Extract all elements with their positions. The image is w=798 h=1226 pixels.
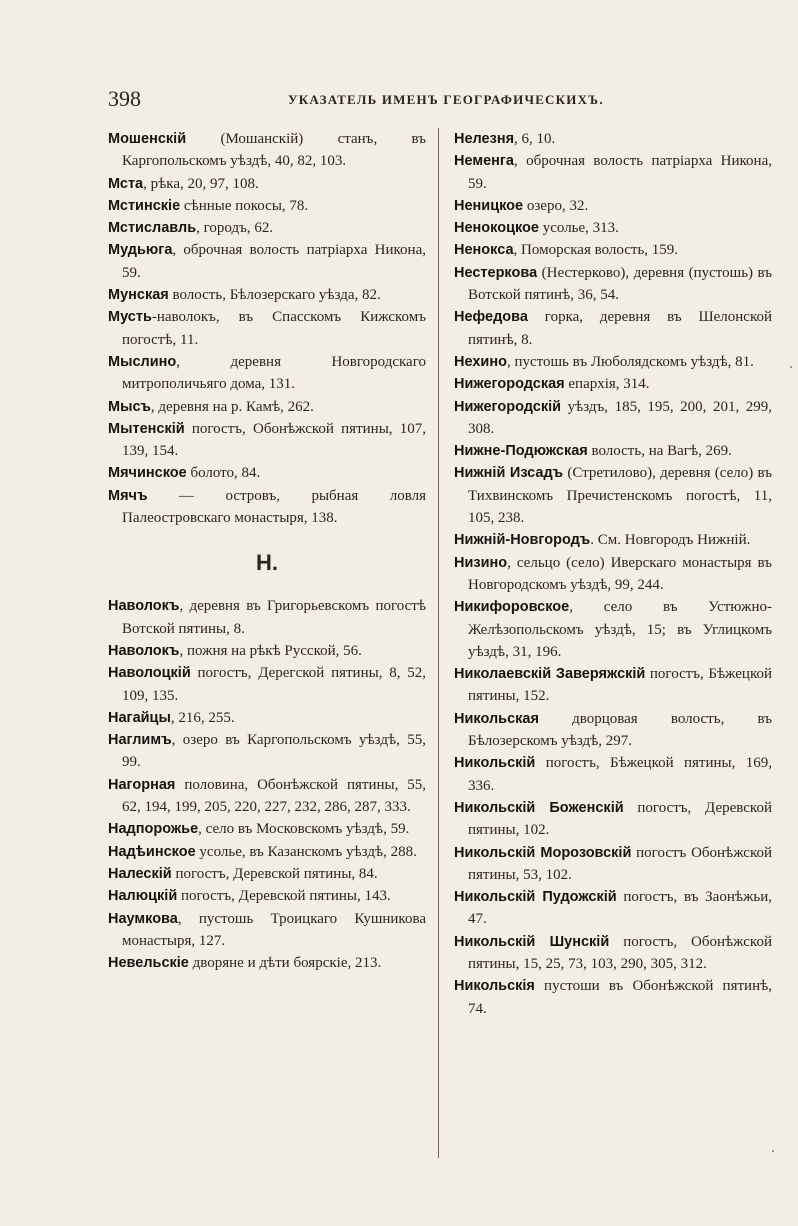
index-entry bbox=[108, 128, 426, 173]
entry-text: , деревня на р. Камѣ, 262. bbox=[150, 398, 314, 415]
entry-headword: Нижній Изсадъ bbox=[454, 465, 564, 482]
entry-headword: Невельскіе bbox=[108, 955, 189, 972]
index-entry bbox=[108, 841, 426, 863]
entry-headword: Нестеркова bbox=[454, 264, 538, 281]
index-entry bbox=[108, 885, 426, 907]
entry-headword: Наглимъ bbox=[108, 732, 172, 749]
entry-text: погостъ, Обонѣжской пятины, 107, 139, 154. bbox=[122, 420, 426, 460]
index-entry bbox=[454, 351, 772, 373]
index-group-m bbox=[108, 128, 426, 529]
entry-text: погостъ, Деревской пятины, 143. bbox=[177, 888, 391, 905]
entry-text: дворцовая волость, въ Бѣлозерскомъ уѣздѣ, 297. bbox=[468, 710, 772, 750]
entry-headword: Мста bbox=[108, 175, 144, 192]
entry-headword: Ненокоцкое bbox=[454, 220, 539, 237]
index-entry bbox=[108, 485, 426, 530]
index-entry bbox=[108, 908, 426, 953]
entry-text: волость, на Вагѣ, 269. bbox=[587, 443, 732, 460]
entry-text: горка, деревня въ Шелонской пятинѣ, 8. bbox=[468, 309, 772, 348]
index-entry bbox=[108, 863, 426, 885]
entry-headword: Никольскій Шунскій bbox=[454, 933, 610, 950]
entry-headword: Нагайцы bbox=[108, 709, 171, 726]
entry-text: половина, Обонѣжской пятины, 55, 62, 194, 199, 205, 220, 227, 232, 286, 287, 333. bbox=[122, 776, 426, 816]
entry-text: (Мошанскій) станъ, въ Каргопольскомъ уѣздѣ, 40, 82, 103. bbox=[122, 131, 426, 170]
entry-text: сѣнные покосы, 78. bbox=[180, 197, 309, 214]
index-entry bbox=[454, 195, 772, 217]
entry-headword: Мыслино bbox=[108, 353, 177, 370]
entry-headword: Мошенскій bbox=[108, 131, 187, 147]
index-entry bbox=[454, 931, 772, 976]
entry-text: , пустошь Троицкаго Кушникова монастыря, 127. bbox=[122, 910, 426, 949]
index-entry bbox=[454, 440, 772, 462]
index-entry bbox=[108, 595, 426, 640]
left-column bbox=[108, 128, 426, 974]
entry-text: уѣздъ, 185, 195, 200, 201, 299, 308. bbox=[468, 398, 772, 437]
entry-headword: Надѣинское bbox=[108, 843, 196, 860]
entry-text: , деревня въ Григорьевскомъ погостѣ Вотской пятины, 8. bbox=[122, 598, 426, 637]
index-entry bbox=[108, 284, 426, 306]
index-entry bbox=[454, 373, 772, 395]
entry-headword: Наволокъ bbox=[108, 642, 180, 659]
index-entry bbox=[454, 239, 772, 261]
entry-text: . См. Новгородъ Нижній. bbox=[590, 532, 751, 549]
entry-text: , оброчная волость патріарха Никона, 59. bbox=[468, 153, 772, 192]
entry-headword: Нижній-Новгородъ bbox=[454, 532, 591, 549]
entry-text: озеро, 32. bbox=[523, 197, 589, 214]
entry-headword: Мстинскіе bbox=[108, 197, 181, 214]
index-entry bbox=[454, 529, 772, 551]
entry-headword: Мстиславль bbox=[108, 220, 197, 237]
index-entry bbox=[108, 351, 426, 396]
index-group-n-continued bbox=[454, 128, 772, 1020]
entry-headword: Мячинское bbox=[108, 465, 187, 482]
entry-text: , городъ, 62. bbox=[196, 220, 274, 237]
entry-headword: Нагорная bbox=[108, 776, 176, 793]
entry-headword: Нижегородскій bbox=[454, 398, 562, 415]
entry-headword: Никольскій Морозовскій bbox=[454, 844, 632, 861]
entry-headword: Ненокса bbox=[454, 242, 514, 259]
index-entry bbox=[454, 552, 772, 597]
entry-text: , 216, 255. bbox=[170, 709, 235, 726]
index-entry bbox=[454, 128, 772, 150]
entry-text: (Стретилово), деревня (село) въ Тихвинскомъ Пречистенскомъ погостѣ, 11, 105, 238. bbox=[468, 465, 772, 527]
index-entry bbox=[454, 262, 772, 307]
entry-headword: Никольскій Боженскій bbox=[454, 799, 624, 816]
entry-headword: Налюцкій bbox=[108, 888, 178, 905]
entry-text: погостъ, Дерегской пятины, 8, 52, 109, 135. bbox=[122, 665, 426, 704]
entry-headword: Наволокъ bbox=[108, 598, 180, 615]
entry-text: волость, Бѣлозерскаго уѣзда, 82. bbox=[168, 287, 381, 304]
entry-text: усолье, 313. bbox=[538, 220, 619, 237]
entry-headword: Мысъ bbox=[108, 398, 151, 415]
entry-headword: Никольскій bbox=[454, 755, 536, 772]
page-number: 398 bbox=[108, 86, 141, 111]
index-entry bbox=[108, 418, 426, 463]
index-entry bbox=[454, 797, 772, 842]
entry-headword: Низино bbox=[454, 554, 508, 571]
entry-text: погостъ, Бѣжецкой пятины, 152. bbox=[468, 666, 772, 705]
column-divider bbox=[438, 128, 439, 1158]
entry-text: , пустошь въ Люболядскомъ уѣздѣ, 81. bbox=[506, 353, 754, 370]
entry-text: , озеро въ Каргопольскомъ уѣздѣ, 55, 99. bbox=[122, 732, 426, 771]
entry-text: -наволокъ, въ Спасскомъ Кижскомъ погостѣ, 11. bbox=[122, 309, 426, 348]
index-entry bbox=[454, 752, 772, 797]
right-column bbox=[454, 128, 772, 1020]
index-entry bbox=[454, 708, 772, 753]
entry-headword: Николаевскій Заверяжскій bbox=[454, 666, 646, 683]
entry-headword: Нелезня bbox=[454, 131, 515, 147]
entry-headword: Нефедова bbox=[454, 309, 528, 326]
paper-speck bbox=[772, 1150, 774, 1152]
entry-headword: Нехино bbox=[454, 353, 507, 370]
index-entry bbox=[108, 306, 426, 351]
entry-text: пустоши въ Обонѣжской пятинѣ, 74. bbox=[468, 978, 772, 1017]
entry-headword: Мусть bbox=[108, 309, 152, 326]
index-entry bbox=[454, 663, 772, 708]
index-entry bbox=[108, 173, 426, 195]
entry-headword: Неницкое bbox=[454, 197, 524, 214]
index-entry bbox=[454, 596, 772, 663]
index-entry bbox=[108, 462, 426, 484]
entry-text: , пожня на рѣкѣ Русской, 56. bbox=[179, 642, 362, 659]
entry-headword: Наумкова bbox=[108, 910, 178, 927]
index-entry bbox=[454, 975, 772, 1020]
entry-text: , 6, 10. bbox=[514, 131, 556, 147]
entry-headword: Мудьюга bbox=[108, 242, 173, 259]
index-entry bbox=[108, 396, 426, 418]
index-entry bbox=[454, 217, 772, 239]
entry-headword: Неменга bbox=[454, 153, 514, 170]
section-letter: Н. bbox=[256, 550, 278, 576]
entry-text: погостъ, Бѣжецкой пятины, 169, 336. bbox=[468, 755, 772, 794]
entry-text: , оброчная волость патріарха Никона, 59. bbox=[122, 242, 426, 281]
entry-headword: Никольскій Пудожскій bbox=[454, 889, 617, 906]
entry-text: усолье, въ Казанскомъ уѣздѣ, 288. bbox=[195, 843, 417, 860]
entry-text: болото, 84. bbox=[186, 465, 261, 482]
entry-text: , село въ Московскомъ уѣздѣ, 59. bbox=[198, 821, 410, 838]
index-entry bbox=[454, 462, 772, 529]
index-entry bbox=[108, 707, 426, 729]
entry-text: , деревня Новгородскаго митрополичьяго дома, 131. bbox=[122, 353, 426, 393]
index-entry bbox=[108, 818, 426, 840]
entry-headword: Никольскія bbox=[454, 978, 535, 995]
entry-text: , сельцо (село) Иверскаго монастыря въ Новгородскомъ уѣздѣ, 99, 244. bbox=[468, 554, 772, 593]
index-group-n bbox=[108, 595, 426, 974]
entry-headword: Нижегородская bbox=[454, 376, 565, 393]
entry-text: погостъ, Деревской пятины, 102. bbox=[468, 799, 772, 839]
entry-text: , рѣка, 20, 97, 108. bbox=[143, 175, 259, 192]
index-entry bbox=[108, 729, 426, 774]
entry-text: погостъ Обонѣжской пятины, 53, 102. bbox=[468, 844, 773, 883]
entry-headword: Нижне-Подюжская bbox=[454, 443, 588, 460]
entry-text: (Нестерково), деревня (пустошь) въ Вотской пятинѣ, 36, 54. bbox=[468, 264, 772, 304]
index-entry bbox=[454, 396, 772, 441]
entry-headword: Никольская bbox=[454, 710, 539, 727]
index-entry bbox=[108, 952, 426, 974]
entry-headword: Мячъ bbox=[108, 487, 148, 504]
entry-text: погостъ, Обонѣжской пятины, 15, 25, 73, 103, 290, 305, 312. bbox=[468, 933, 772, 972]
entry-headword: Наволоцкій bbox=[108, 665, 191, 682]
entry-text: , Поморская волость, 159. bbox=[513, 242, 679, 259]
index-entry bbox=[108, 217, 426, 239]
index-entry bbox=[108, 662, 426, 707]
page-header bbox=[108, 86, 773, 110]
entry-headword: Мытенскій bbox=[108, 420, 185, 437]
index-entry bbox=[108, 239, 426, 284]
index-entry bbox=[108, 774, 426, 819]
index-entry bbox=[454, 886, 772, 931]
running-title: УКАЗАТЕЛЬ ИМЕНЪ ГЕОГРАФИЧЕСКИХЪ. bbox=[288, 92, 604, 107]
entry-headword: Надпорожье bbox=[108, 821, 199, 838]
entry-headword: Налескій bbox=[108, 865, 172, 882]
index-entry bbox=[454, 306, 772, 351]
entry-text: погостъ, въ Заонѣжьи, 47. bbox=[468, 889, 772, 928]
entry-headword: Никифоровское bbox=[454, 599, 570, 616]
index-entry bbox=[108, 640, 426, 662]
index-entry bbox=[108, 195, 426, 217]
entry-text: дворяне и дѣти боярскіе, 213. bbox=[188, 955, 382, 972]
index-entry bbox=[454, 842, 772, 887]
entry-text: погостъ, Деревской пятины, 84. bbox=[171, 865, 378, 882]
entry-headword: Мунская bbox=[108, 287, 169, 304]
index-entry bbox=[454, 150, 772, 195]
paper-speck bbox=[790, 366, 792, 368]
entry-text: , село въ Устюжно-Желѣзопольскомъ уѣздѣ, 15; въ Углицкомъ уѣздѣ, 31, 196. bbox=[468, 599, 772, 660]
entry-text: епархія, 314. bbox=[564, 376, 650, 393]
entry-text: — островъ, рыбная ловля Палеостровскаго монастыря, 138. bbox=[122, 487, 426, 527]
